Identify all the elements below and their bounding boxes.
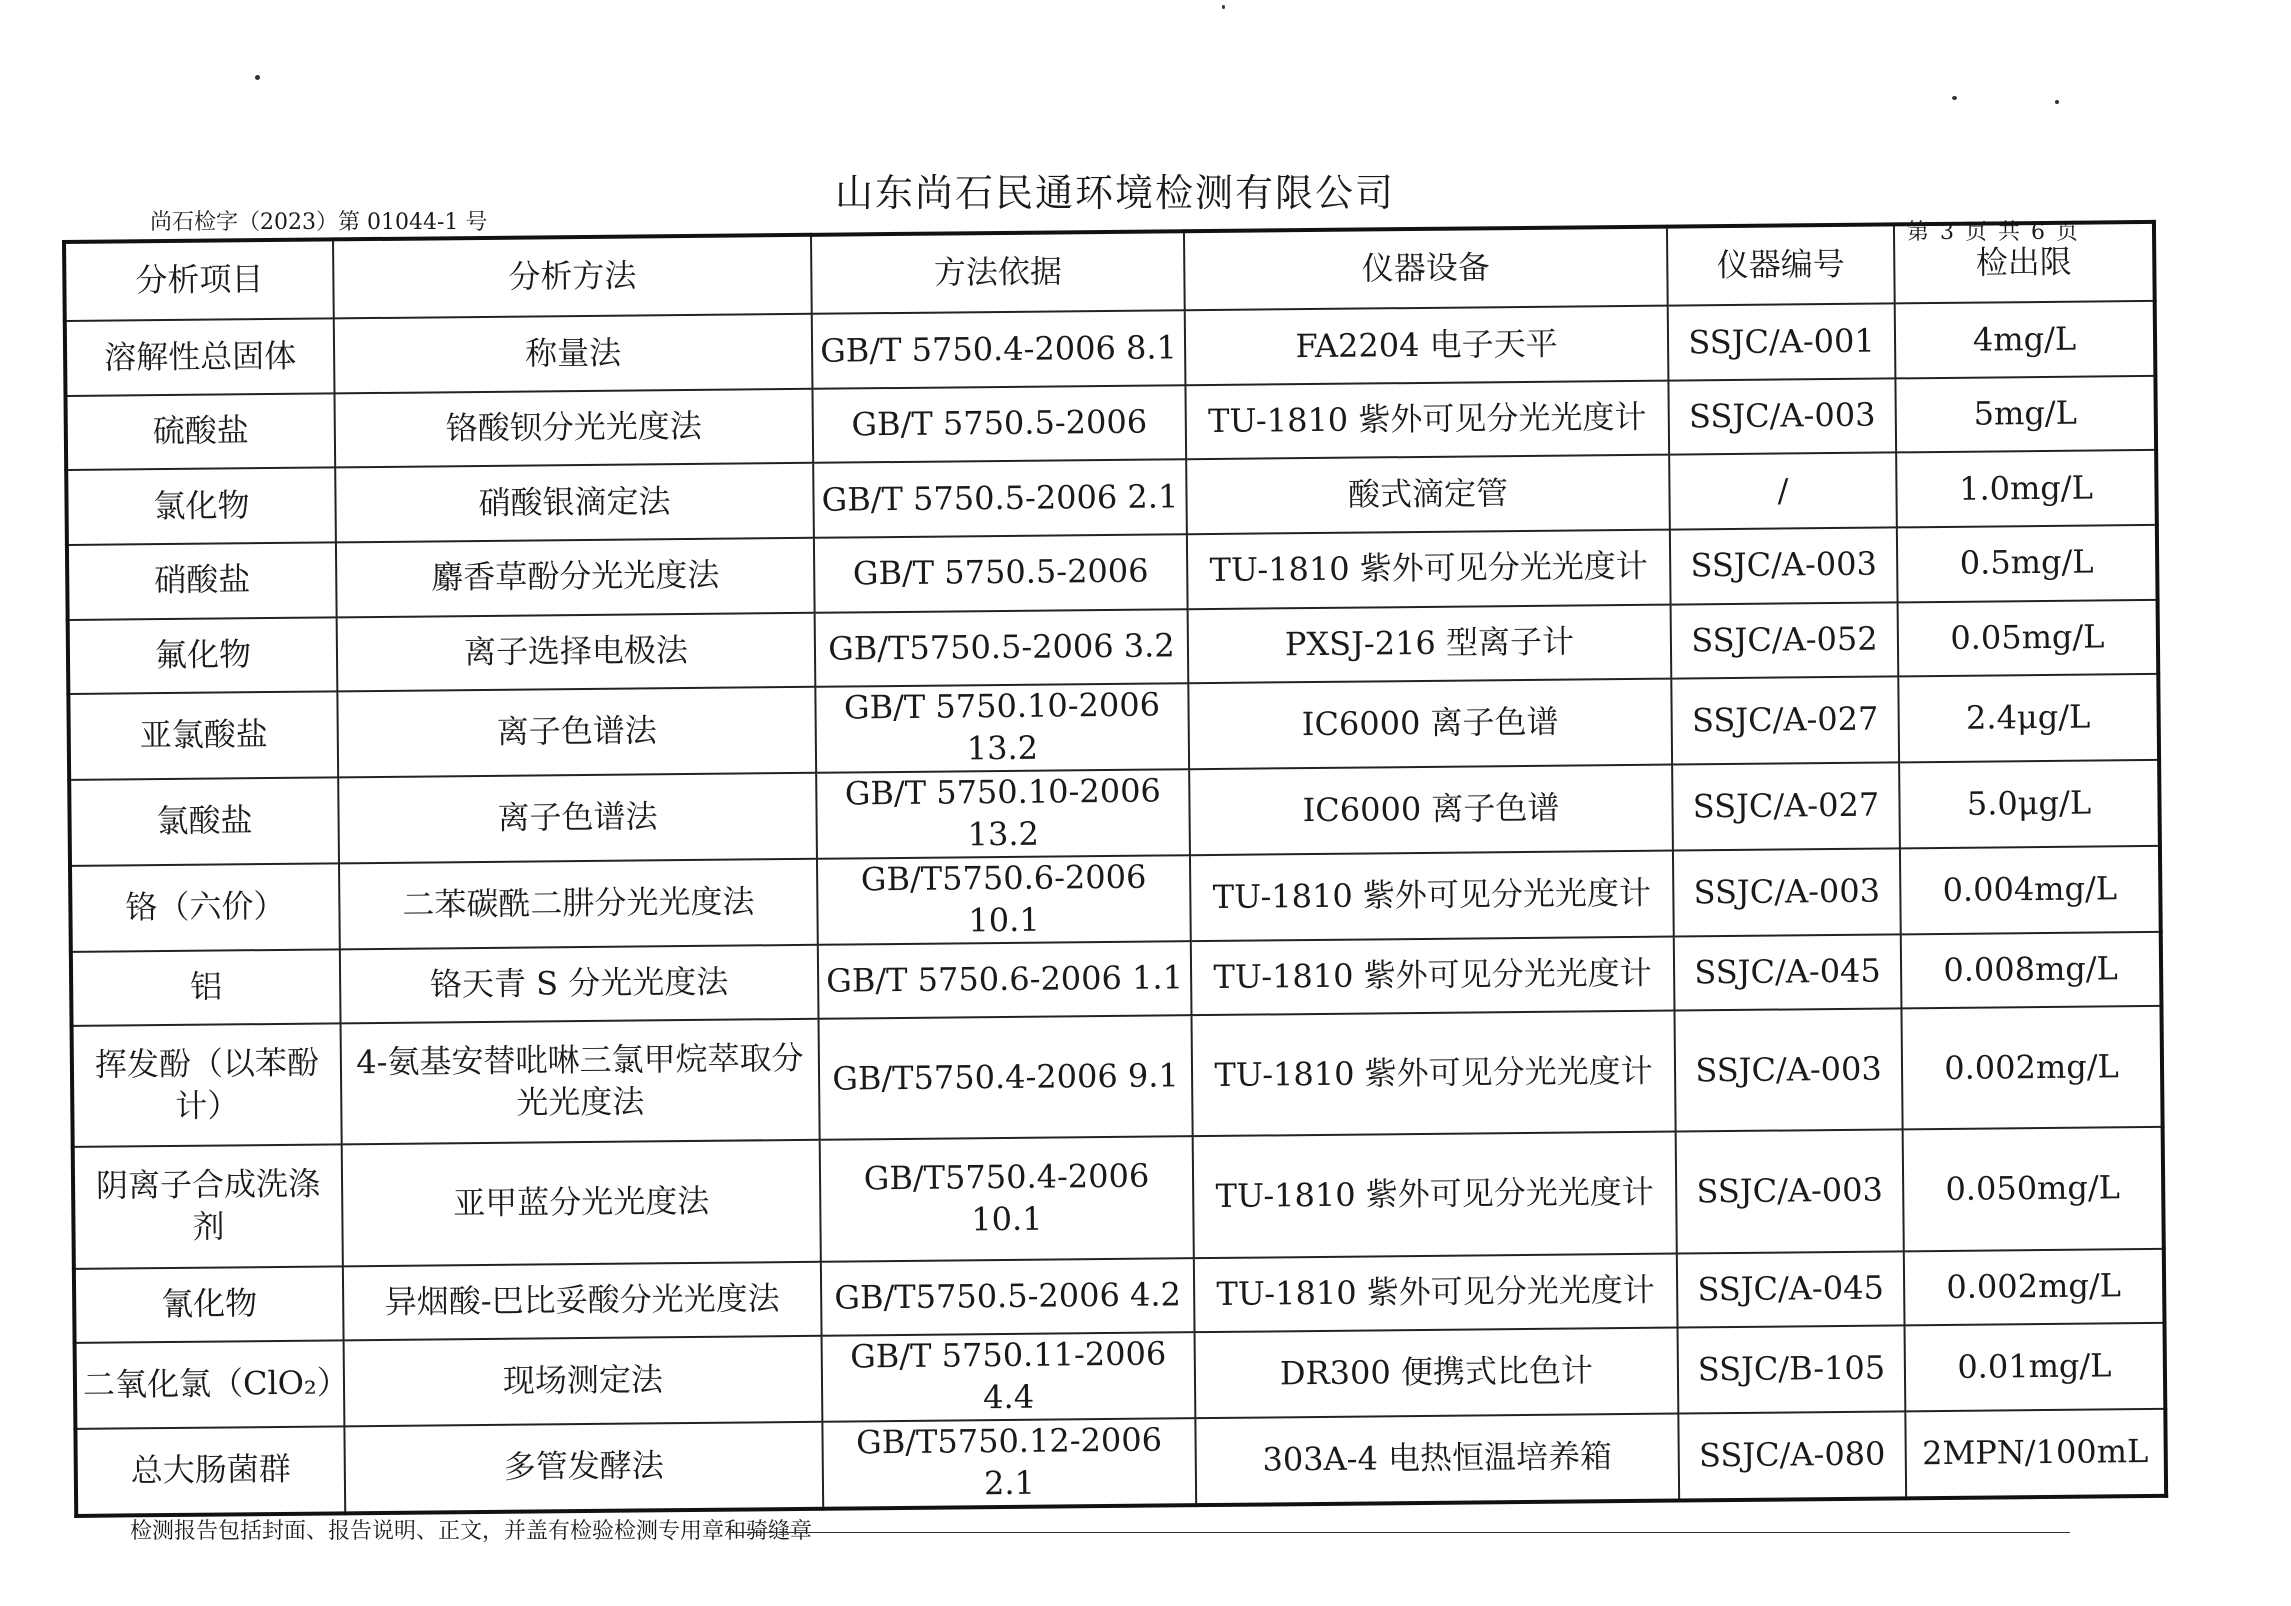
cell-instrument-id: SSJC/A-003 (1674, 1009, 1902, 1132)
cell-detection-limit: 5mg/L (1895, 376, 2156, 453)
cell-instrument: FA2204 电子天平 (1185, 306, 1669, 385)
header-analysis-method: 分析方法 (333, 235, 812, 319)
cell-method-basis: GB/T 5750.10-2006 13.2 (816, 769, 1190, 858)
cell-instrument-id: / (1669, 453, 1897, 530)
cell-analysis-method: 硝酸银滴定法 (335, 463, 814, 542)
table-row (73, 1127, 2164, 1268)
cell-instrument: IC6000 离子色谱 (1189, 765, 1673, 856)
company-title: 山东尚石民通环境检测有限公司 (834, 171, 1395, 215)
analysis-methods-table (62, 220, 2168, 1518)
cell-detection-limit: 1.0mg/L (1896, 450, 2157, 527)
cell-instrument-id: SSJC/A-027 (1671, 677, 1899, 765)
cell-instrument: TU-1810 紫外可见分光光度计 (1194, 1253, 1678, 1332)
cell-analysis-item: 总大肠菌群 (75, 1426, 345, 1516)
cell-analysis-method: 现场测定法 (344, 1336, 823, 1426)
cell-method-basis: GB/T5750.12-2006 2.1 (822, 1418, 1196, 1509)
cell-method-basis: GB/T5750.4-2006 10.1 (820, 1137, 1194, 1262)
cell-analysis-method: 亚甲蓝分光光度法 (342, 1140, 821, 1266)
cell-detection-limit: 5.0μg/L (1899, 760, 2160, 848)
cell-instrument-id: SSJC/A-003 (1676, 1130, 1904, 1253)
cell-instrument: TU-1810 紫外可见分光光度计 (1191, 936, 1675, 1015)
cell-analysis-method: 异烟酸-巴比妥酸分光光度法 (343, 1261, 822, 1340)
cell-analysis-method: 麝香草酚分光光度法 (336, 538, 815, 617)
cell-method-basis: GB/T 5750.10-2006 13.2 (815, 683, 1189, 772)
cell-method-basis: GB/T 5750.5-2006 (812, 385, 1186, 463)
cell-instrument-id: SSJC/A-045 (1674, 934, 1902, 1011)
scan-speck (1952, 96, 1957, 100)
cell-instrument-id: SSJC/A-001 (1668, 303, 1896, 380)
cell-instrument: TU-1810 紫外可见分光光度计 (1191, 1011, 1675, 1137)
cell-detection-limit: 0.004mg/L (1900, 846, 2161, 934)
cell-instrument-id: SSJC/A-003 (1673, 848, 1901, 936)
cell-analysis-item: 硫酸盐 (65, 393, 335, 470)
cell-detection-limit: 0.05mg/L (1898, 599, 2159, 676)
cell-analysis-item: 铬（六价） (70, 863, 340, 951)
cell-analysis-method: 多管发酵法 (344, 1422, 823, 1514)
cell-analysis-item: 阴离子合成洗涤剂 (73, 1145, 343, 1269)
cell-analysis-item: 硝酸盐 (67, 542, 337, 619)
analysis-table-wrapper (62, 220, 2164, 1518)
header-instrument-id: 仪器编号 (1667, 224, 1895, 305)
cell-instrument: TU-1810 紫外可见分光光度计 (1185, 380, 1669, 459)
footer-note: 检测报告包括封面、报告说明、正文，并盖有检验检测专用章和骑缝章 (130, 1519, 813, 1544)
cell-instrument: TU-1810 紫外可见分光光度计 (1190, 851, 1674, 942)
cell-instrument-id: SSJC/A-052 (1671, 602, 1899, 679)
cell-instrument: DR300 便携式比色计 (1195, 1328, 1679, 1419)
cell-detection-limit: 0.002mg/L (1901, 1006, 2162, 1130)
cell-instrument: 酸式滴定管 (1186, 455, 1670, 534)
cell-detection-limit: 4mg/L (1895, 301, 2156, 378)
footer-rule (730, 1532, 2070, 1533)
cell-detection-limit: 0.002mg/L (1904, 1248, 2165, 1325)
cell-instrument-id: SSJC/A-045 (1677, 1251, 1905, 1328)
cell-detection-limit: 2.4μg/L (1898, 674, 2159, 762)
scan-speck (1222, 5, 1225, 9)
cell-instrument-id: SSJC/B-105 (1678, 1325, 1906, 1413)
header-detection-limit: 检出限 (1894, 222, 2155, 303)
cell-analysis-method: 离子选择电极法 (337, 612, 816, 691)
cell-instrument: TU-1810 紫外可见分光光度计 (1187, 529, 1671, 608)
header-analysis-item: 分析项目 (64, 239, 334, 321)
cell-analysis-item: 氰化物 (74, 1266, 344, 1343)
cell-analysis-item: 二氧化氯（ClO₂） (75, 1340, 345, 1428)
cell-analysis-item: 氯酸盐 (69, 777, 339, 865)
cell-analysis-method: 铬天青 S 分光光度法 (340, 945, 819, 1024)
cell-analysis-method: 4-氨基安替吡啉三氯甲烷萃取分光光度法 (341, 1019, 820, 1145)
cell-method-basis: GB/T 5750.6-2006 1.1 (818, 941, 1192, 1019)
cell-analysis-method: 铬酸钡分光光度法 (334, 388, 813, 467)
scan-speck (2055, 100, 2059, 104)
cell-instrument-id: SSJC/A-003 (1668, 378, 1896, 455)
cell-method-basis: GB/T5750.6-2006 10.1 (817, 855, 1191, 944)
report-number: 尚石检字（2023）第 01044-1 号 (150, 210, 488, 235)
table-row (75, 1409, 2166, 1516)
cell-analysis-item: 溶解性总固体 (65, 318, 335, 395)
cell-analysis-method: 离子色谱法 (337, 687, 816, 777)
scan-speck (255, 75, 260, 80)
cell-analysis-item: 铝 (71, 949, 341, 1026)
cell-instrument: 303A-4 电热恒温培养箱 (1195, 1414, 1679, 1506)
cell-detection-limit: 0.01mg/L (1905, 1323, 2166, 1411)
cell-analysis-item: 氯化物 (66, 468, 336, 545)
cell-instrument: TU-1810 紫外可见分光光度计 (1193, 1132, 1677, 1258)
cell-method-basis: GB/T5750.5-2006 4.2 (821, 1258, 1195, 1336)
cell-analysis-item: 亚氯酸盐 (68, 692, 338, 780)
cell-analysis-method: 离子色谱法 (338, 773, 817, 863)
cell-instrument: IC6000 离子色谱 (1188, 679, 1672, 770)
page-info: 第 3 页 共 6 页 (1907, 220, 2080, 245)
cell-method-basis: GB/T 5750.4-2006 8.1 (812, 310, 1186, 388)
cell-instrument-id: SSJC/A-027 (1672, 762, 1900, 850)
cell-detection-limit: 0.5mg/L (1897, 525, 2158, 602)
header-instrument: 仪器设备 (1184, 227, 1668, 311)
cell-analysis-method: 二苯碳酰二肼分光光度法 (339, 859, 818, 949)
cell-analysis-method: 称量法 (334, 314, 813, 393)
cell-instrument: PXSJ-216 型离子计 (1188, 604, 1672, 683)
cell-method-basis: GB/T 5750.11-2006 4.4 (822, 1332, 1196, 1421)
cell-analysis-item: 挥发酚（以苯酚计） (72, 1024, 342, 1148)
header-method-basis: 方法依据 (811, 231, 1185, 314)
cell-method-basis: GB/T5750.5-2006 3.2 (815, 609, 1189, 687)
cell-instrument-id: SSJC/A-003 (1670, 527, 1898, 604)
table-row (72, 1006, 2163, 1147)
cell-analysis-item: 氟化物 (68, 617, 338, 694)
cell-method-basis: GB/T5750.4-2006 9.1 (819, 1016, 1193, 1141)
cell-method-basis: GB/T 5750.5-2006 (814, 534, 1188, 612)
cell-method-basis: GB/T 5750.5-2006 2.1 (813, 459, 1187, 537)
cell-detection-limit: 0.050mg/L (1903, 1127, 2164, 1251)
cell-detection-limit: 2MPN/100mL (1905, 1409, 2166, 1498)
cell-detection-limit: 0.008mg/L (1901, 932, 2162, 1009)
cell-instrument-id: SSJC/A-080 (1678, 1411, 1906, 1500)
